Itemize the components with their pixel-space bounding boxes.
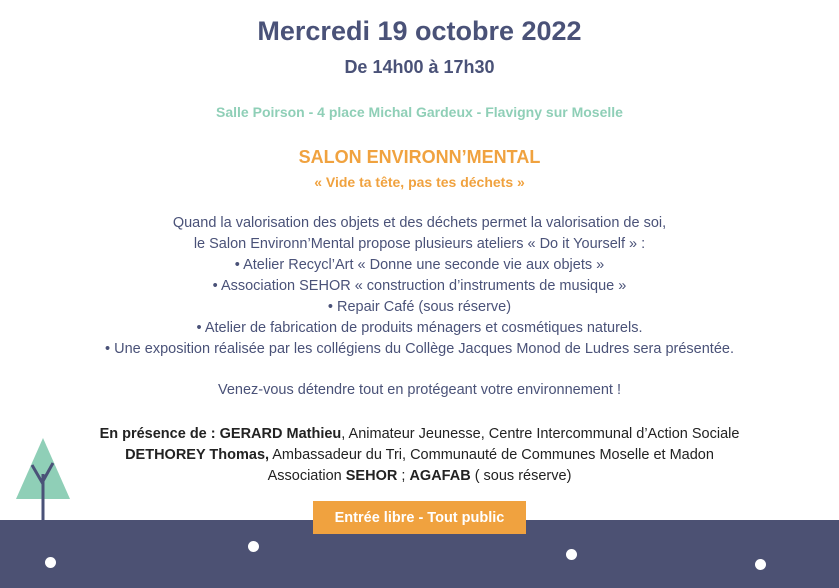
description-block bbox=[0, 213, 839, 360]
event-name: SALON ENVIRONN’MENTAL bbox=[298, 147, 541, 167]
description-line: • Une exposition réalisée par les collégiens du Collège Jacques Monod de Ludres sera présentée. bbox=[105, 341, 734, 357]
presence-text: , Animateur Jeunesse, Centre Intercommunal d’Action Sociale bbox=[341, 426, 740, 442]
presence-line-1 bbox=[0, 424, 839, 445]
snow-dot bbox=[566, 549, 577, 560]
presence-line-2 bbox=[0, 445, 839, 466]
presence-block bbox=[0, 424, 839, 487]
description-line: • Atelier Recycl’Art « Donne une seconde vie aux objets » bbox=[234, 257, 605, 273]
presence-text: ; bbox=[397, 468, 410, 484]
presence-text: ( sous réserve) bbox=[470, 468, 572, 484]
presence-bold: DETHOREY Thomas, bbox=[125, 447, 270, 463]
presence-line-3 bbox=[0, 466, 839, 487]
presence-bold: AGAFAB bbox=[409, 468, 471, 484]
presence-text: Association bbox=[267, 468, 346, 484]
presence-text: Ambassadeur du Tri, Communauté de Communes Moselle et Madon bbox=[269, 447, 714, 463]
snow-dot bbox=[755, 559, 766, 570]
description-line: le Salon Environn’Mental propose plusieurs ateliers « Do it Yourself » : bbox=[193, 236, 646, 252]
event-venue: Salle Poirson - 4 place Michal Gardeux - Flavigny sur Moselle bbox=[216, 104, 623, 120]
presence-bold: En présence de : GERARD Mathieu bbox=[99, 426, 342, 442]
snow-dot bbox=[248, 541, 259, 552]
description-line: Quand la valorisation des objets et des déchets permet la valorisation de soi, bbox=[172, 215, 667, 231]
event-tagline: « Vide ta tête, pas tes déchets » bbox=[314, 174, 525, 190]
description-line: • Repair Café (sous réserve) bbox=[327, 299, 512, 315]
presence-bold: SEHOR bbox=[345, 468, 398, 484]
description-line: • Atelier de fabrication de produits ménagers et cosmétiques naturels. bbox=[196, 320, 643, 336]
description-line: • Association SEHOR « construction d’instruments de musique » bbox=[212, 278, 627, 294]
event-time: De 14h00 à 17h30 bbox=[344, 57, 495, 77]
event-date: Mercredi 19 octobre 2022 bbox=[257, 16, 582, 46]
free-entry-button[interactable]: Entrée libre - Tout public bbox=[313, 501, 526, 534]
snow-dot bbox=[45, 557, 56, 568]
invite-text: Venez-vous détendre tout en protégeant votre environnement ! bbox=[217, 382, 622, 398]
tree-icon bbox=[14, 436, 72, 527]
